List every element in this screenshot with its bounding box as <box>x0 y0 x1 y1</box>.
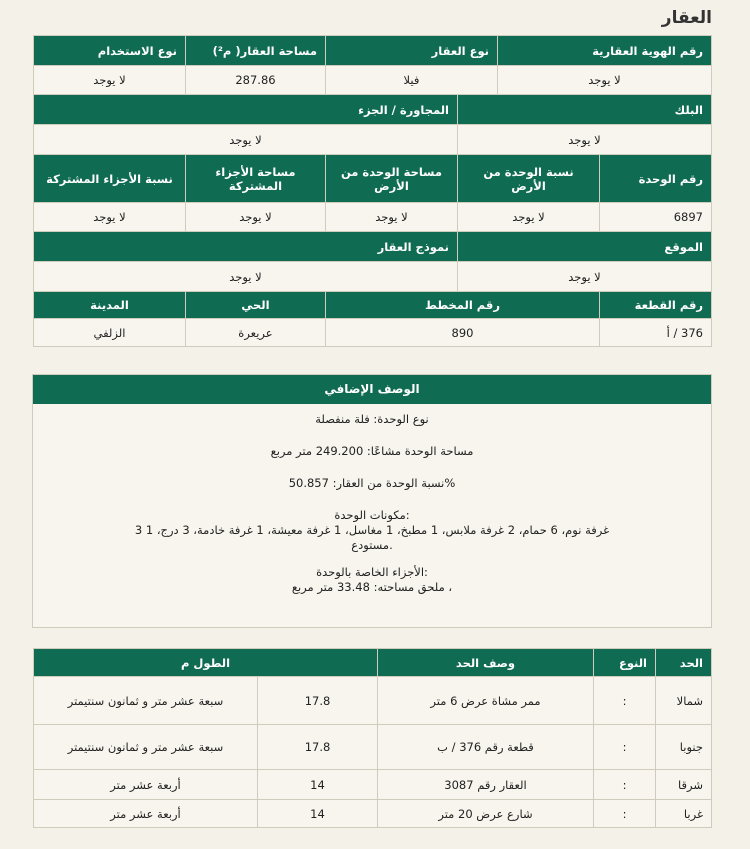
header-property-id: رقم الهوية العقارية <box>497 36 711 66</box>
header-plot-number: رقم القطعة <box>600 292 712 319</box>
value-common-area: لا يوجد <box>185 203 325 232</box>
boundary-description: العقار رقم 3087 <box>378 770 594 800</box>
boundary-description: شارع عرض 20 متر <box>378 800 594 828</box>
header-description: وصف الحد <box>378 649 594 677</box>
value-property-model: لا يوجد <box>33 262 457 292</box>
boundary-length: 14 <box>258 800 378 828</box>
table-row <box>34 725 712 770</box>
header-length: الطول م <box>34 649 378 677</box>
value-property-id: لا يوجد <box>497 66 711 95</box>
boundary-length: 17.8 <box>258 677 378 725</box>
value-neighborhood: لا يوجد <box>33 125 457 155</box>
boundary-description: ممر مشاة عرض 6 متر <box>378 677 594 725</box>
boundary-length: 17.8 <box>258 725 378 770</box>
unit-area-text: مساحة الوحدة مشاعًا: 249.200 متر مربع <box>270 444 474 458</box>
boundary-type: : <box>594 800 656 828</box>
header-common-area: مساحة الأجزاء المشتركة <box>185 155 325 203</box>
value-district: عريعرة <box>185 319 325 347</box>
boundary-side: شرقا <box>656 770 712 800</box>
boundary-length-text: أربعة عشر متر <box>34 800 258 828</box>
private-parts-title: :الأجزاء الخاصة بالوحدة <box>316 565 428 579</box>
header-location: الموقع <box>457 232 711 262</box>
header-plan-number: رقم المخطط <box>325 292 599 319</box>
components-line-1: غرفة نوم، 6 حمام، 2 غرفة ملابس، 1 مطبخ، 1 مغاسل، 1 غرفة معيشة، 1 غرفة خادمة، 3 درج، 1 3 <box>134 523 610 537</box>
unit-ratio-text: %نسبة الوحدة من العقار: 50.857 <box>288 476 456 490</box>
header-side: الحد <box>656 649 712 677</box>
boundary-side: غربا <box>656 800 712 828</box>
value-unit-number: 6897 <box>600 203 712 232</box>
value-property-area: 287.86 <box>185 66 325 95</box>
header-type: النوع <box>594 649 656 677</box>
value-property-type: فيلا <box>325 66 497 95</box>
boundary-length: 14 <box>258 770 378 800</box>
boundary-side: جنوبا <box>656 725 712 770</box>
boundary-type: : <box>594 677 656 725</box>
value-location: لا يوجد <box>457 262 711 292</box>
value-city: الزلفي <box>33 319 185 347</box>
value-common-ratio: لا يوجد <box>33 203 185 232</box>
table-row <box>34 800 712 828</box>
components-line-2: .مستودع <box>351 538 393 552</box>
unit-type-text: نوع الوحدة: فلة منفصلة <box>315 412 429 426</box>
boundary-type: : <box>594 725 656 770</box>
boundary-description: قطعة رقم 376 / ب <box>378 725 594 770</box>
table-row <box>34 677 712 725</box>
header-neighborhood: المجاورة / الجزء <box>33 95 457 125</box>
header-city: المدينة <box>33 292 185 319</box>
value-usage-type: لا يوجد <box>33 66 185 95</box>
boundaries-table <box>33 648 712 828</box>
header-block: البلك <box>457 95 711 125</box>
header-common-ratio: نسبة الأجزاء المشتركة <box>33 155 185 203</box>
page-title: العقار <box>661 8 712 28</box>
description-header: الوصف الإضافي <box>33 375 711 404</box>
header-unit-number: رقم الوحدة <box>600 155 712 203</box>
private-parts-line: ، ملحق مساحته: 33.48 متر مربع <box>291 580 453 594</box>
header-property-area: مساحة العقار( م²) <box>185 36 325 66</box>
boundary-length-text: أربعة عشر متر <box>34 770 258 800</box>
components-title: :مكونات الوحدة <box>334 508 410 522</box>
header-property-type: نوع العقار <box>325 36 497 66</box>
boundary-type: : <box>594 770 656 800</box>
header-property-model: نموذج العقار <box>33 232 457 262</box>
header-unit-land-area: مساحة الوحدة من الأرض <box>325 155 457 203</box>
value-plan-number: 890 <box>325 319 599 347</box>
property-table <box>33 35 712 347</box>
boundary-length-text: سبعة عشر متر و ثمانون سنتيمتر <box>34 677 258 725</box>
table-row <box>34 770 712 800</box>
value-plot-number: 376 / أ <box>600 319 712 347</box>
header-unit-land-ratio: نسبة الوحدة من الأرض <box>457 155 599 203</box>
value-unit-land-area: لا يوجد <box>325 203 457 232</box>
value-block: لا يوجد <box>457 125 711 155</box>
header-district: الحي <box>185 292 325 319</box>
watermark-logo <box>292 530 412 620</box>
header-usage-type: نوع الاستخدام <box>33 36 185 66</box>
value-unit-land-ratio: لا يوجد <box>457 203 599 232</box>
boundary-side: شمالا <box>656 677 712 725</box>
boundary-length-text: سبعة عشر متر و ثمانون سنتيمتر <box>34 725 258 770</box>
